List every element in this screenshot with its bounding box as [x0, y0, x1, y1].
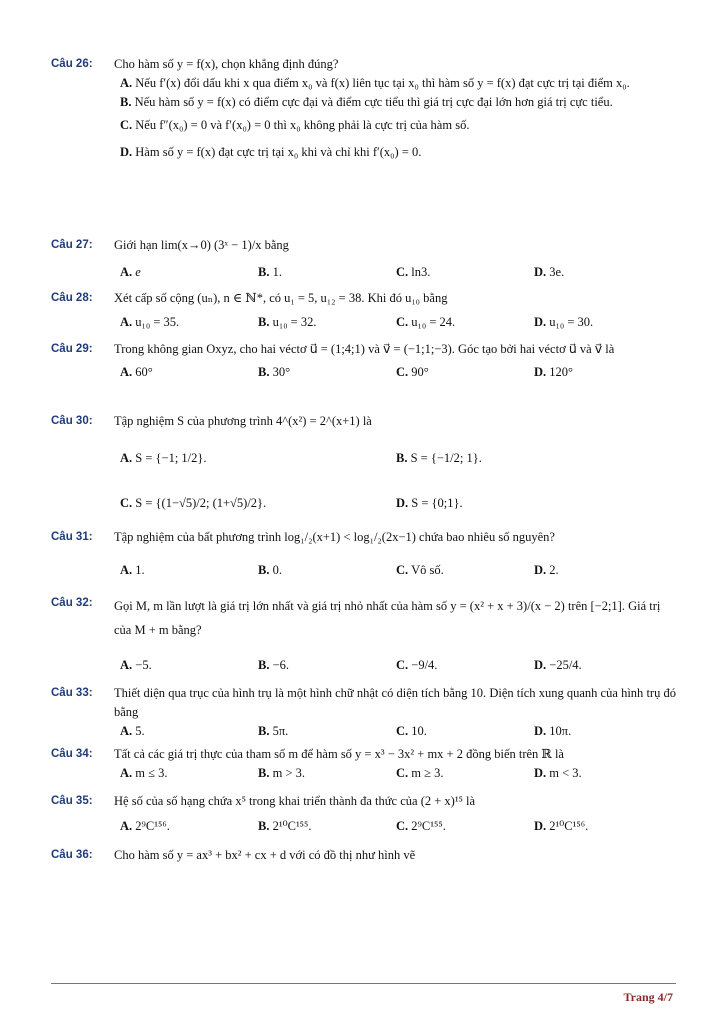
- option-a[interactable]: A. m ≤ 3.: [120, 766, 168, 780]
- footer-divider: [51, 983, 676, 984]
- question-text: Cho hàm số y = f(x), chọn khẳng định đúng?: [114, 57, 339, 71]
- option-a[interactable]: A. 5.: [120, 724, 145, 738]
- option-d[interactable]: D. u₁₀ = 30.: [534, 315, 594, 329]
- option-b[interactable]: B. S = {−1/2; 1}.: [396, 451, 482, 465]
- question-32: [51, 594, 676, 675]
- question-label: Câu 31:: [51, 531, 93, 543]
- question-30: [51, 412, 676, 513]
- option-a[interactable]: A. 60°: [120, 365, 153, 379]
- question-35: [51, 792, 676, 836]
- question-label: Câu 27:: [51, 239, 93, 251]
- option-c[interactable]: C. 90°: [396, 365, 429, 379]
- question-29: [51, 340, 676, 382]
- question-label: Câu 36:: [51, 849, 93, 861]
- option-c[interactable]: C. ln3.: [396, 265, 431, 279]
- option-d[interactable]: D. m < 3.: [534, 766, 582, 780]
- question-36: [51, 846, 676, 865]
- option-d[interactable]: D. 2¹⁰C¹⁵⁶.: [534, 819, 589, 833]
- option-a[interactable]: A. 1.: [120, 563, 145, 577]
- question-28: [51, 289, 676, 332]
- question-text: Hệ số của số hạng chứa x⁵ trong khai triển thành đa thức của (2 + x)¹⁵ là: [114, 794, 476, 808]
- question-27: [51, 236, 676, 282]
- question-label: Câu 26:: [51, 58, 93, 70]
- question-text: Thiết diện qua trục của hình trụ là một hình chữ nhật có diện tích bằng 10. Diện tích xung quanh của hình trụ đó bằng: [114, 686, 676, 719]
- question-label: Câu 30:: [51, 415, 93, 427]
- question-label: Câu 29:: [51, 343, 93, 355]
- option-a[interactable]: A. 2⁹C¹⁵⁶.: [120, 819, 170, 833]
- option-c[interactable]: C. m ≥ 3.: [396, 766, 444, 780]
- question-text: Tập nghiệm S của phương trình 4^(x²) = 2^(x+1) là: [114, 414, 372, 428]
- option-b[interactable]: B. Nếu hàm số y = f(x) có điểm cực đại và điểm cực tiểu thì giá trị cực đại lớn hơn giá trị cực tiểu.: [120, 95, 613, 109]
- option-c[interactable]: C. Vô số.: [396, 563, 444, 577]
- question-label: Câu 35:: [51, 795, 93, 807]
- question-33: [51, 684, 676, 741]
- option-d[interactable]: D. 10π.: [534, 724, 572, 738]
- option-b[interactable]: B. 0.: [258, 563, 282, 577]
- question-31: [51, 528, 676, 580]
- option-c[interactable]: C. Nếu f″(x₀) = 0 và f′(x₀) = 0 thì x₀ không phải là cực trị của hàm số.: [120, 118, 470, 132]
- question-label: Câu 32:: [51, 597, 93, 609]
- question-label: Câu 33:: [51, 687, 93, 699]
- option-c[interactable]: C. 2⁹C¹⁵⁵.: [396, 819, 446, 833]
- question-text: Tập nghiệm của bất phương trình log₁/₂(x+1) < log₁/₂(2x−1) chứa bao nhiêu số nguyên?: [114, 530, 555, 544]
- question-26: [51, 55, 676, 162]
- option-b[interactable]: B. 1.: [258, 265, 282, 279]
- question-34: [51, 745, 676, 783]
- question-label: Câu 34:: [51, 748, 93, 760]
- option-d[interactable]: D. 120°: [534, 365, 574, 379]
- option-c[interactable]: C. S = {(1−√5)/2; (1+√5)/2}.: [120, 496, 267, 510]
- option-d[interactable]: D. 3e.: [534, 265, 565, 279]
- question-text: Tất cả các giá trị thực của tham số m để hàm số y = x³ − 3x² + mx + 2 đồng biến trên ℝ là: [114, 747, 564, 761]
- option-a[interactable]: A. Nếu f′(x) đổi dấu khi x qua điểm x₀ và f(x) liên tục tại x₀ thì hàm số y = f(x) đạt cực trị tại điểm x₀.: [120, 76, 630, 90]
- option-b[interactable]: B. 5π.: [258, 724, 289, 738]
- option-d[interactable]: D. 2.: [534, 563, 559, 577]
- option-c[interactable]: C. 10.: [396, 724, 427, 738]
- option-d[interactable]: D. −25/4.: [534, 658, 582, 672]
- option-a[interactable]: A. u₁₀ = 35.: [120, 315, 180, 329]
- option-a[interactable]: A. e: [120, 265, 141, 279]
- option-d[interactable]: D. Hàm số y = f(x) đạt cực trị tại x₀ khi và chỉ khi f′(x₀) = 0.: [120, 145, 422, 159]
- question-text: Cho hàm số y = ax³ + bx² + cx + d với có đồ thị như hình vẽ: [114, 848, 416, 862]
- option-c[interactable]: C. −9/4.: [396, 658, 438, 672]
- question-text: Trong không gian Oxyz, cho hai véctơ u⃗ = (1;4;1) và v⃗ = (−1;1;−3). Góc tạo bởi hai véctơ u⃗ và v⃗ là: [114, 342, 615, 356]
- option-b[interactable]: B. u₁₀ = 32.: [258, 315, 317, 329]
- option-a[interactable]: A. −5.: [120, 658, 152, 672]
- question-text: Xét cấp số cộng (uₙ), n ∈ ℕ*, có u₁ = 5, u₁₂ = 38. Khi đó u₁₀ bằng: [114, 291, 448, 305]
- option-b[interactable]: B. 30°: [258, 365, 291, 379]
- question-label: Câu 28:: [51, 292, 93, 304]
- option-d[interactable]: D. S = {0;1}.: [396, 496, 463, 510]
- question-text: Giới hạn lim(x→0) (3ˣ − 1)/x bằng: [114, 238, 289, 252]
- option-b[interactable]: B. 2¹⁰C¹⁵⁵.: [258, 819, 312, 833]
- option-b[interactable]: B. −6.: [258, 658, 290, 672]
- question-text: Gọi M, m lần lượt là giá trị lớn nhất và giá trị nhỏ nhất của hàm số y = (x² + x + 3)/(x − 2) trên [−2;1]. Giá trị của M + m bằng?: [114, 599, 661, 637]
- option-c[interactable]: C. u₁₀ = 24.: [396, 315, 456, 329]
- figure-placeholder: [51, 872, 676, 972]
- option-a[interactable]: A. S = {−1; 1/2}.: [120, 451, 207, 465]
- option-b[interactable]: B. m > 3.: [258, 766, 305, 780]
- page-number: Trang 4/7: [623, 990, 673, 1004]
